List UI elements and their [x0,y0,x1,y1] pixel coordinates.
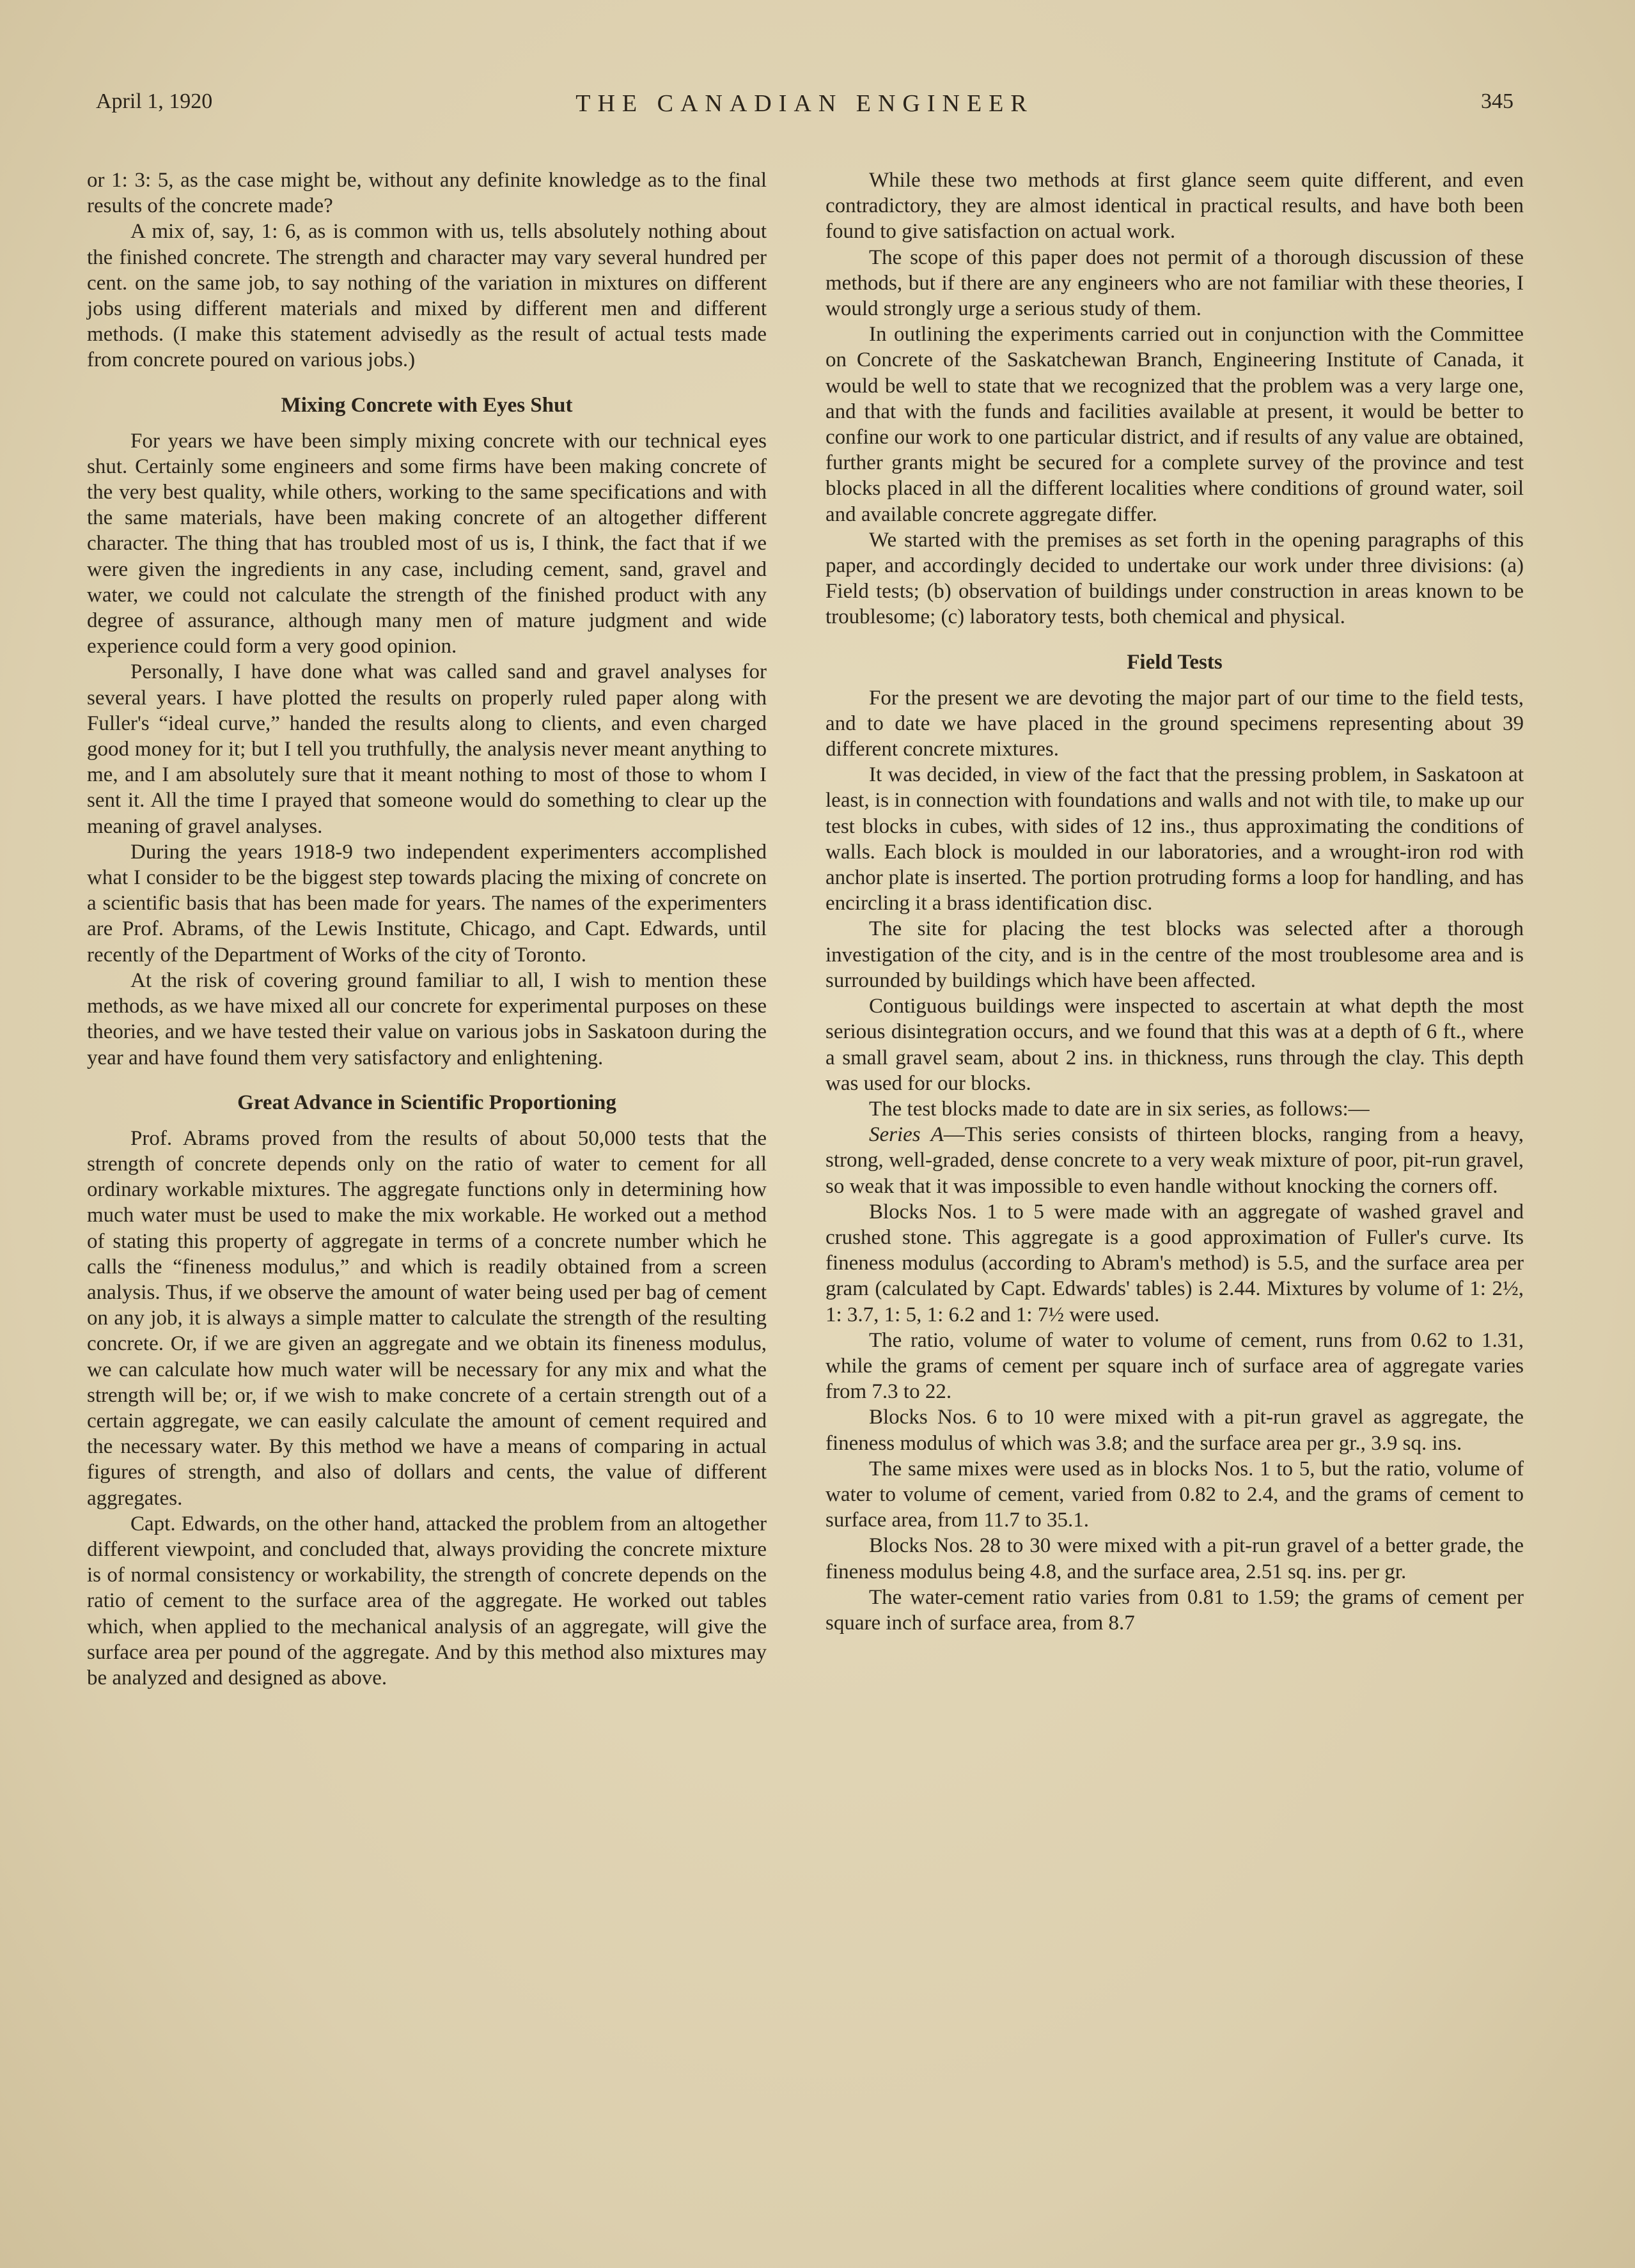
paragraph: Blocks Nos. 28 to 30 were mixed with a pit-run gravel of a better grade, the fineness modulus being 4.8, and the surface area, 2.51 sq. ins. per gr. [825,1534,1524,1583]
right-column [825,167,1524,1636]
paragraph: At the risk of covering ground familiar to all, I wish to mention these methods, as we have mixed all our concrete for experimental purposes on these theories, and we have tested their value on various jobs in Saskatoon during the year and have found them very satisfactory and enlightening. [87,968,767,1069]
paragraph: While these two methods at first glance seem quite different, and even contradictory, they are almost identical in practical results, and have both been found to give satisfaction on actual work. [825,169,1524,244]
paragraph: or 1: 3: 5, as the case might be, without any definite knowledge as to the final results of the concrete made? [87,169,767,218]
section-heading: Field Tests [1127,650,1223,674]
paragraph: The test blocks made to date are in six series, as follows:— [869,1097,1370,1121]
series-label: Series A [869,1123,944,1147]
running-header [96,89,1514,128]
paragraph: The ratio, volume of water to volume of cement, runs from 0.62 to 1.31, while the grams of cement per square inch of surface area of aggregate varies from 7.3 to 22. [825,1328,1524,1404]
issue-date: April 1, 1920 [96,89,213,113]
paragraph: Personally, I have done what was called sand and gravel analyses for several years. I have plotted the results on properly ruled paper along with Fuller's “ideal curve,” handed the results along to clients, and even charged good money for it; but I tell you truthfully, the analysis never meant anything to me, and I am absolutely sure that it meant nothing to most of those to whom I sent it. All the time I prayed that someone would do something to clear up the meaning of gravel analyses. [87,660,767,838]
paragraph: Contiguous buildings were inspected to ascertain at what depth the most serious disintegration occurs, and we found that this was at a depth of 6 ft., where a small gravel seam, about 2 ins. in thickness, runs through the clay. This depth was used for our blocks. [825,995,1524,1095]
paragraph: The water-cement ratio varies from 0.81 to 1.59; the grams of cement per square inch of surface area, from 8.7 [825,1585,1524,1635]
paragraph: The scope of this paper does not permit of a thorough discussion of these methods, but if there are any engineers who are not familiar with these theories, I would strongly urge a serious study of them. [825,245,1524,321]
paragraph: Blocks Nos. 1 to 5 were made with an aggregate of washed gravel and crushed stone. This aggregate is a good approximation of Fuller's curve. Its fineness modulus (according to Abram's method) is 5.5, and the surface area per gram (calculated by Capt. Edwards' tables) is 2.44. Mixtures by volume of 1: 2½, 1: 3.7, 1: 5, 1: 6.2 and 1: 7½ were used. [825,1200,1524,1326]
paragraph: For years we have been simply mixing concrete with our technical eyes shut. Certainly some engineers and some firms have been making concrete of the very best quality, while others, working to the same specifications and with the same materials, have been making concrete of an altogether different character. The thing that has troubled most of us is, I think, the fact that if we were given the ingredients in any case, including cement, sand, gravel and water, we could not calculate the strength of the finished product with any degree of assurance, although many men of mature judgment and wide experience could form a very good opinion. [87,429,767,658]
paragraph: Capt. Edwards, on the other hand, attacked the problem from an altogether different viewpoint, and concluded that, always providing the concrete mixture is of normal consistency or workability, the strength of concrete depends on the ratio of cement to the surface area of the aggregate. He worked out tables which, when applied to the mechanical analysis of an aggregate, will give the surface area per pound of the aggregate. And by this method also mixtures may be analyzed and designed as above. [87,1512,767,1689]
paragraph: Blocks Nos. 6 to 10 were mixed with a pit-run gravel as aggregate, the fineness modulus of which was 3.8; and the surface area per gr., 3.9 sq. ins. [825,1406,1524,1455]
paragraph-series-a [825,1122,1524,1199]
left-column [87,167,767,1691]
journal-title: THE CANADIAN ENGINEER [575,90,1034,117]
paragraph: It was decided, in view of the fact that the pressing problem, in Saskatoon at least, is in connection with foundations and walls and not with tile, to make up our test blocks in cubes, with sides of 12 ins., thus approximating the conditions of walls. Each block is moulded in our laboratories, and a wrought-iron rod with anchor plate is inserted. The portion protruding forms a loop for handling, and has encircling it a brass identification disc. [825,763,1524,915]
paragraph: In outlining the experiments carried out in conjunction with the Committee on Concrete of the Saskatchewan Branch, Engineering Institute of Canada, it would be well to state that we recognized that the problem was a very large one, and that with the funds and facilities available at present, it would be better to confine our work to one particular district, and if results of any value are obtained, further grants might be secured for a complete survey of the province and test blocks placed in all the different localities where conditions of ground water, soil and available concrete aggregate differ. [825,323,1524,526]
paragraph: We started with the premises as set forth in the opening paragraphs of this paper, and accordingly decided to undertake our work under three divisions: (a) Field tests; (b) observation of buildings under construction in areas known to be troublesome; (c) laboratory tests, both chemical and physical. [825,528,1524,629]
page-number: 345 [1481,89,1514,113]
paragraph: Prof. Abrams proved from the results of about 50,000 tests that the strength of concrete depends only on the ratio of water to cement for all ordinary workable mixtures. The aggregate functions only in determining how much water must be used to make the mix workable. He worked out a method of stating this property of aggregate in terms of a concrete number which he calls the “fineness modulus,” and which is readily obtained from a screen analysis. Thus, if we observe the amount of water being used per bag of cement on any job, it is always a simple matter to calculate the strength of the resulting concrete. Or, if we are given an aggregate and we obtain its fineness modulus, we can calculate how much water will be necessary for any mix and what the strength will be; or, if we wish to make concrete of a certain strength out of a certain aggregate, we can easily calculate the amount of cement required and the necessary water. By this method we have a means of comparing in actual figures of strength, and also of dollars and cents, the value of different aggregates. [87,1126,767,1510]
paragraph: For the present we are devoting the major part of our time to the field tests, and to date we have placed in the ground specimens representing about 39 different concrete mixtures. [825,686,1524,761]
paragraph: The site for placing the test blocks was selected after a thorough investigation of the city, and is in the centre of the most troublesome area and is surrounded by buildings which have been affected. [825,917,1524,992]
paragraph: During the years 1918-9 two independent experimenters accomplished what I consider to be the biggest step towards placing the mixing of concrete on a scientific basis that has been made for years. The names of the experimenters are Prof. Abrams, of the Lewis Institute, Chicago, and Capt. Edwards, until recently of the Department of Works of the city of Toronto. [87,840,767,967]
paragraph: A mix of, say, 1: 6, as is common with us, tells absolutely nothing about the finished concrete. The strength and character may vary several hundred per cent. on the same job, to say nothing of the variation in mixtures on different jobs using different materials and mixed by different men and different methods. (I make this statement advisedly as the result of actual tests made from concrete poured on various jobs.) [87,220,767,372]
series-text: —This series consists of thirteen blocks, ranging from a heavy, strong, well-graded, dense concrete to a very weak mixture of poor, pit-run gravel, so weak that it was impossible to even handle without knocking the corners off. [825,1123,1524,1198]
section-heading: Great Advance in Scientific Proportioning [237,1091,616,1114]
paragraph: The same mixes were used as in blocks Nos. 1 to 5, but the ratio, volume of water to volume of cement, varied from 0.82 to 2.4, and the grams of cement to surface area, from 11.7 to 35.1. [825,1457,1524,1532]
section-heading: Mixing Concrete with Eyes Shut [281,393,573,417]
